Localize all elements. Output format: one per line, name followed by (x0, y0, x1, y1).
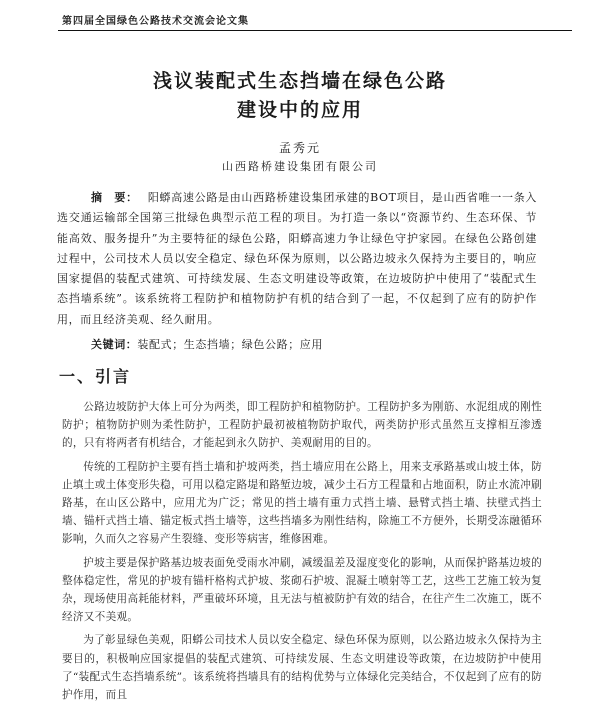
body-paragraph: 护坡主要是保护路基边坡表面免受雨水冲刷，减缓温差及湿度变化的影响，从而保护路基边坡的整体稳定性，常见的护坡有锚杆格构式护坡、浆砌石护坡、混凝土喷射等工艺，这些工艺施工较为复杂，现场使用高耗能材料，严重破坏环境，且无法与植被防护有效的结合，在往产生二次施工，既不经济又不美观。 (62, 556, 542, 624)
body-paragraph: 为了彰显绿色美观，阳蟒公司技术人员以安全稳定、绿色环保为原则，以公路边坡永久保持为主要目的，积极响应国家提倡的装配式建筑、可持续发展、生态文明建设等政策，在边坡防护中使用了“装配式生态挡墙系统”。该系统将挡墙具有的结构优势与立体绿化完美结合，不仅起到了应有的防护作用，而且 (62, 634, 542, 702)
abstract (57, 188, 537, 330)
abstract-text: 阳蟒高速公路是由山西路桥建设集团承建的BOT项目，是山西省唯一一条入选交通运输部全国第三批绿色典型示范工程的项目。为打造一条以“资源节约、生态环保、节能高效、服务提升”为主要特征的绿色公路，阳蟒高速力争让绿色守护家园。在绿色公路创建过程中，公司技术人员以安全稳定、绿色环保为原则，以公路边坡永久保持为主要目的，响应国家提倡的装配式建筑、可持续发展、生态文明建设等政策，在边坡防护中使用了“装配式生态挡墙系统”。该系统将工程防护和植物防护有机的结合到了一起，不仅起到了应有的防护作用，而且经济美观、经久耐用。 (57, 191, 537, 326)
header-rule (58, 30, 572, 31)
abstract-label: 摘 要： (91, 191, 138, 204)
author-affiliation: 山西路桥建设集团有限公司 (222, 160, 378, 173)
keywords-label: 关键词： (91, 338, 138, 351)
running-header: 第四届全国绿色公路技术交流会论文集 (62, 16, 249, 27)
paper-title-line-1: 浅议装配式生态挡墙在绿色公路 (152, 70, 447, 92)
body-paragraph: 传统的工程防护主要有挡土墙和护坡两类，挡土墙应用在公路上，用来支承路基或山坡土体，防止填土或土体变形失稳，可用以稳定路堤和路堑边坡，减少土石方工程量和占地面积，防止水流冲刷路基，在山区公路中，应用尤为广泛；常见的挡土墙有重力式挡土墙、悬臂式挡土墙、扶壁式挡土墙、锚杆式挡土墙、锚定板式挡土墙等，这些挡墙多为刚性结构，除施工不方便外，长期受冻融循环影响，久而久之容易产生裂缝、变形等病害，维修困难。 (62, 460, 542, 546)
body-paragraph: 公路边坡防护大体上可分为两类，即工程防护和植物防护。工程防护多为刚筋、水泥组成的刚性防护；植物防护则为柔性防护，工程防护最初被植物防护取代，两类防护形式虽然互支撑相互渗透的，只有将两者有机结合，才能起到永久防护、美观耐用的目的。 (62, 401, 542, 450)
author-name: 孟秀元 (278, 141, 321, 155)
paper-title-line-2: 建设中的应用 (236, 99, 363, 121)
body-text (62, 398, 542, 709)
section-heading: 一、引言 (59, 367, 132, 386)
keywords (91, 336, 323, 352)
keywords-text: 装配式；生态挡墙；绿色公路；应用 (137, 338, 324, 351)
